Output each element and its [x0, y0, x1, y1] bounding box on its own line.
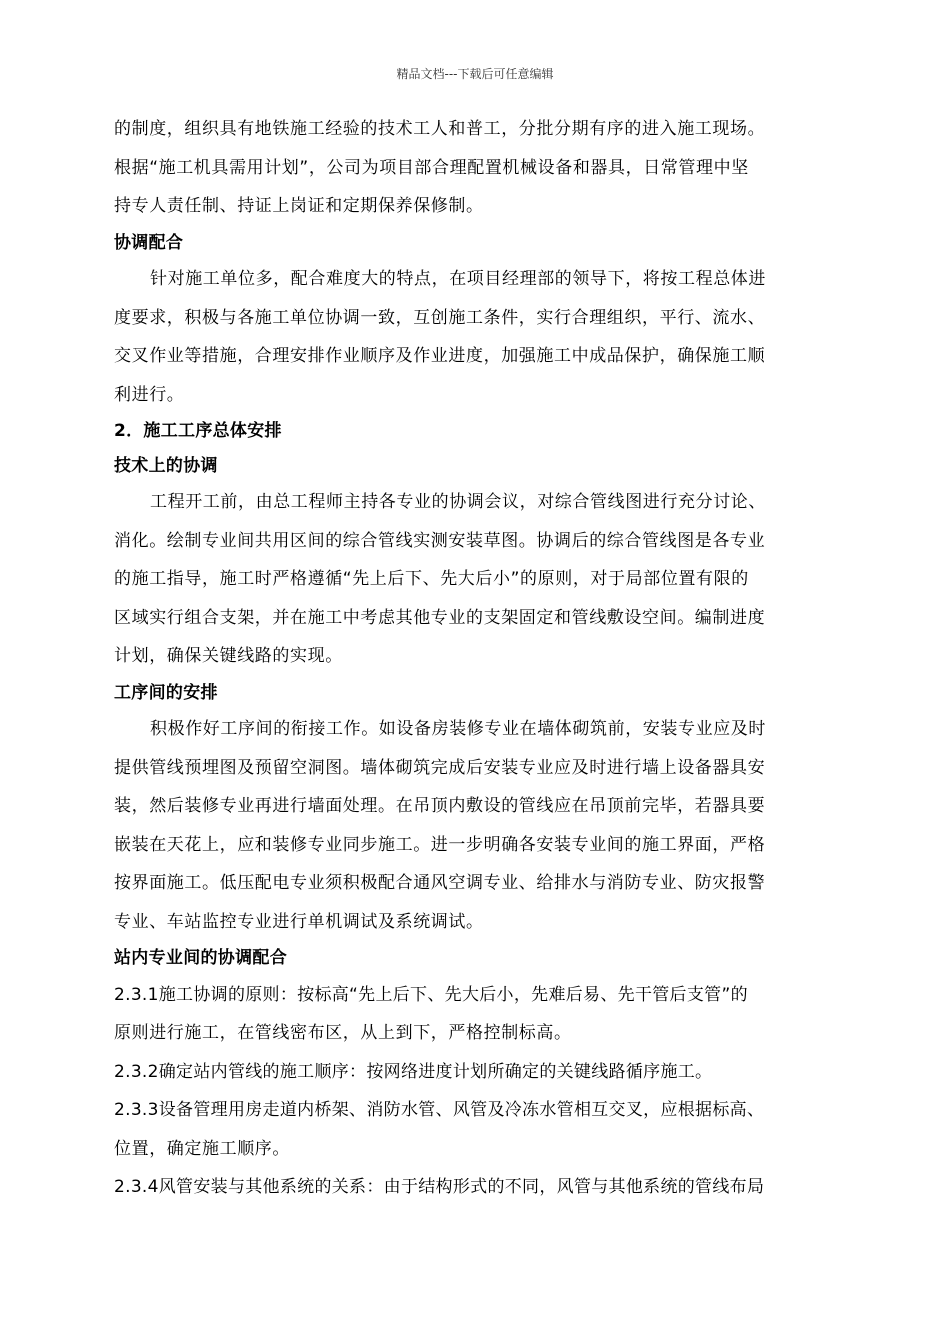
text-line: 提供管线预埋图及预留空洞图。墙体砌筑完成后安装专业应及时进行墙上设备器具安: [114, 757, 766, 778]
page-header: 精品文档---下载后可任意编辑: [396, 67, 554, 81]
text-line: 持专人责任制、持证上岗证和定期保养保修制。: [114, 196, 484, 216]
text-line: 的施工指导，施工时严格遵循“先上后下、先大后小”的原则，对于局部位置有限的: [114, 569, 749, 589]
subsection-heading: 工序间的安排: [114, 682, 218, 703]
text-line: 原则进行施工，在管线密布区，从上到下，严格控制标高。: [114, 1023, 572, 1043]
text-line: 2.3.4风管安装与其他系统的关系：由于结构形式的不同，风管与其他系统的管线布局: [114, 1177, 765, 1197]
text-line: 2.3.1施工协调的原则：按标高“先上后下、先大后小，先难后易、先干管后支管”的: [114, 984, 748, 1005]
text-line: 度要求，积极与各施工单位协调一致，互创施工条件，实行合理组织，平行、流水、: [114, 307, 766, 328]
text-line: 工程开工前，由总工程师主持各专业的协调会议，对综合管线图进行充分讨论、: [150, 492, 766, 512]
subsection-heading: 站内专业间的协调配合: [114, 948, 287, 968]
section-heading: 协调配合: [114, 232, 184, 253]
subsection-heading: 技术上的协调: [114, 455, 218, 476]
document-body: [114, 110, 836, 1207]
numbered-item: [114, 976, 836, 1053]
numbered-item: [114, 1091, 836, 1168]
paragraph: [114, 110, 836, 226]
text-line: 针对施工单位多，配合难度大的特点，在项目经理部的领导下，将按工程总体进: [150, 269, 766, 289]
text-line: 位置，确定施工顺序。: [114, 1138, 290, 1159]
text-line: 2.3.3设备管理用房走道内桥架、消防水管、风管及冷冻水管相互交叉，应根据标高、: [114, 1100, 765, 1120]
text-line: 装，然后装修专业再进行墙面处理。在吊顶内敷设的管线应在吊顶前完毕，若器具要: [114, 796, 766, 816]
text-line: 嵌装在天花上，应和装修专业同步施工。进一步明确各安装专业间的施工界面，严格: [114, 834, 766, 855]
text-line: 区域实行组合支架，并在施工中考虑其他专业的支架固定和管线敷设空间。编制进度: [114, 607, 766, 628]
text-line: 交叉作业等措施，合理安排作业顺序及作业进度，加强施工中成品保护，确保施工顺: [114, 346, 766, 366]
text-line: 2.3.2确定站内管线的施工顺序：按网络进度计划所确定的关键线路循序施工。: [114, 1061, 713, 1082]
numbered-item: [114, 1168, 836, 1207]
text-line: 专业、车站监控专业进行单机调试及系统调试。: [114, 911, 484, 932]
section-heading: 2．施工工序总体安排: [114, 421, 282, 441]
text-line: 积极作好工序间的衔接工作。如设备房装修专业在墙体砌筑前，安装专业应及时: [150, 719, 766, 739]
numbered-item: [114, 1053, 836, 1092]
text-line: 消化。绘制专业间共用区间的综合管线实测安装草图。协调后的综合管线图是各专业: [114, 530, 766, 551]
text-line: 的制度，组织具有地铁施工经验的技术工人和普工，分批分期有序的进入施工现场。: [114, 119, 766, 139]
paragraph: [114, 710, 836, 941]
text-line: 按界面施工。低压配电专业须积极配合通风空调专业、给排水与消防专业、防灾报警: [114, 873, 766, 893]
paragraph: [114, 483, 836, 676]
text-line: 计划，确保关键线路的实现。: [114, 646, 343, 666]
text-line: 根据“施工机具需用计划”，公司为项目部合理配置机械设备和器具，日常管理中坚: [114, 157, 749, 178]
paragraph: [114, 260, 836, 414]
text-line: 利进行。: [114, 384, 185, 405]
